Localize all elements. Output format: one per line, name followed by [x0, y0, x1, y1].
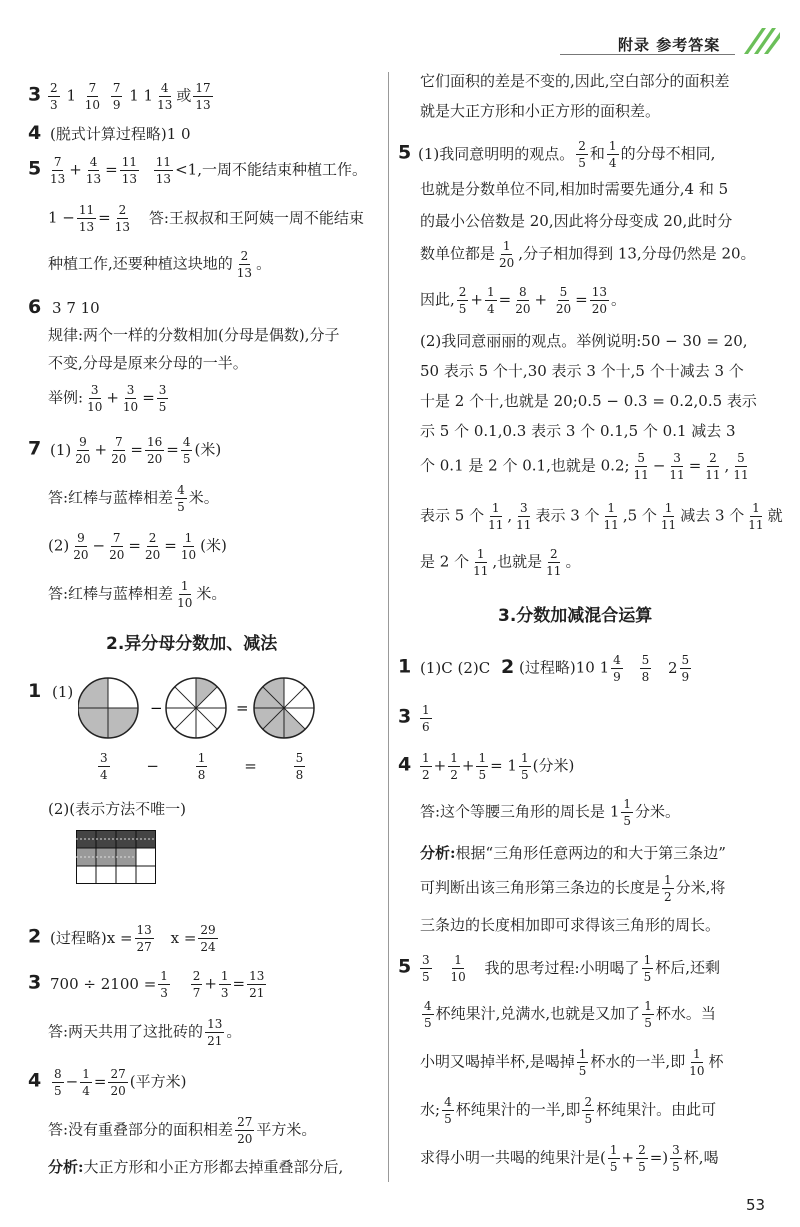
right-q5-l1: 5 (1)我同意明明的观点。 $\frac{2}{5}$ 和 $\frac{1}{4}$ 的分母不相同,: [398, 139, 716, 170]
right-s3q4-an1: 分析:根据“三角形任意两边的和大于第三条边”: [420, 844, 726, 862]
question-number: 3: [398, 705, 412, 728]
right-s3q4: 4 $\frac{1}{2}$ + $\frac{1}{2}$ + $\frac{1}{5}$ = 1 $\frac{1}{5}$ (分米): [398, 751, 575, 782]
right-q5-l4: 数单位都是 $\frac{1}{20}$ ,分子相加得到 13,分母仍然是 20。: [420, 239, 756, 270]
right-s3q5-l5: 求得小明一共喝的纯果汁是( $\frac{1}{5}$ + $\frac{2}{5}$ =) $\frac{3}{5}$ 杯,喝: [420, 1143, 719, 1174]
question-number: 6: [28, 296, 42, 318]
left-q5-line1: 5 $\frac{7}{13}$ + $\frac{4}{13}$ = $\frac{11}{13}$ $\frac{11}{13}$ <1,一周不能结束种植工作。: [28, 155, 367, 186]
question-number: 3: [28, 83, 42, 106]
question-number: 3: [28, 971, 42, 994]
question-number: 4: [398, 753, 412, 776]
left-q6-rule2: 不变,分母是原来分母的一半。: [48, 354, 248, 372]
svg-text:=: =: [236, 699, 249, 717]
fraction: $\frac{7}{9}$: [112, 81, 121, 112]
right-q5-l5: 因此, $\frac{2}{5}$ + $\frac{1}{4}$ = $\frac{8}{20}$ + $\frac{5}{20}$ = $\frac{13}{20}$ 。: [420, 285, 627, 316]
right-q5-l2: 也就是分数单位不同,相加时需要先通分,4 和 5: [420, 180, 729, 198]
fraction: $\frac{7}{10}$: [84, 81, 101, 112]
right-s3q5-l2: $\frac{4}{5}$ 杯纯果汁,兑满水,也就是又加了 $\frac{1}{5}$ 杯水。当: [424, 999, 716, 1030]
left-q5-line3: 种植工作,还要种植这块地的 $\frac{2}{13}$ 。: [48, 249, 272, 280]
question-number: 7: [28, 437, 42, 460]
right-s3q3: 3 $\frac{1}{6}$: [398, 703, 430, 734]
right-q5-l7: 50 表示 5 个十,30 表示 3 个十,5 个十减去 3 个: [420, 362, 744, 380]
right-s3q5-l4: 水; $\frac{4}{5}$ 杯纯果汁的一半,即 $\frac{2}{5}$ 杯纯果汁。由此可: [420, 1095, 717, 1126]
question-number: 5: [398, 141, 412, 164]
right-q5-l9: 示 5 个 0.1,0.3 表示 3 个 0.1,5 个 0.1 减去 3: [420, 422, 736, 440]
question-number: 4: [28, 1069, 42, 1092]
right-q5-l10: 个 0.1 是 2 个 0.1,也就是 0.2; $\frac{5}{11}$ − $\frac{3}{11}$ = $\frac{2}{11}$ , $\frac{5}{11}$: [420, 451, 749, 482]
question-number: 5: [398, 955, 412, 978]
left-q3: 3 $\frac{2}{3}$ 1 $\frac{7}{10}$ $\frac{7}{9}$ 1 1 $\frac{4}{13}$ 或 $\frac{17}{13}$: [28, 81, 211, 112]
fraction: $\frac{17}{13}$: [195, 81, 211, 112]
section-title-2: 2.异分母分数加、减法: [106, 634, 278, 654]
circle-one-eighth: [166, 678, 226, 738]
right-q5-l12: 是 2 个 $\frac{1}{11}$ ,也就是 $\frac{2}{11}$ 。: [420, 547, 581, 578]
question-number: 1: [398, 655, 412, 678]
right-s3q4-an2: 可判断出该三角形第三条边的长度是 $\frac{1}{2}$ 分米,将: [420, 873, 726, 904]
fraction: $\frac{4}{13}$: [157, 81, 173, 112]
question-number: 2: [501, 655, 515, 678]
left-s2q4: 4 $\frac{8}{5}$ − $\frac{1}{4}$ = $\frac{27}{20}$ (平方米): [28, 1067, 187, 1098]
left-q5-line2: 1 − $\frac{11}{13}$ = $\frac{2}{13}$ 答:王叔叔和王阿姨一周不能结束: [48, 203, 364, 234]
left-q7-b: (2) $\frac{9}{20}$ − $\frac{7}{20}$ = $\frac{2}{20}$ = $\frac{1}{10}$ (米): [48, 531, 227, 562]
right-q5-l6: (2)我同意丽丽的观点。举例说明:50 − 30 = 20,: [420, 332, 748, 350]
circle-three-quarters: [78, 678, 138, 738]
right-cont1: 它们面积的差是不变的,因此,空白部分的面积差: [420, 72, 730, 90]
right-s3q4-ans: 答:这个等腰三角形的周长是 1 $\frac{1}{5}$ 分米。: [420, 797, 681, 828]
left-q4: 4 (脱式计算过程略)1 0: [28, 122, 191, 144]
right-cont2: 就是大正方形和小正方形的面积差。: [420, 102, 661, 120]
fraction-labels-row: $\frac{3}{4}$ − $\frac{1}{8}$ = $\frac{5}{8}$: [100, 751, 304, 782]
question-number: 1: [28, 680, 42, 702]
left-s2q3: 3 700 ÷ 2100 = $\frac{1}{3}$ $\frac{2}{7}$ + $\frac{1}{3}$ = $\frac{13}{21}$: [28, 969, 265, 1000]
question-number: 2: [28, 925, 42, 948]
grid-fraction-diagram: [76, 830, 156, 884]
section-title-3: 3.分数加减混合运算: [498, 606, 653, 626]
right-q5-l8: 十是 2 个十,也就是 20;0.5 − 0.3 = 0.2,0.5 表示: [420, 392, 757, 410]
right-s3q4-an3: 三条边的长度相加即可求得该三角形的周长。: [420, 916, 721, 934]
circle-five-eighths: [254, 678, 314, 738]
right-s3q1-2: 1 (1)C (2)C 2 (过程略)10 1 $\frac{4}{9}$ $\frac{5}{8}$ 2 $\frac{5}{9}$: [398, 653, 690, 684]
right-q5-l11: 表示 5 个 $\frac{1}{11}$ , $\frac{3}{11}$ 表示 3 个 $\frac{1}{11}$ ,5 个 $\frac{1}{11}$ 减去 3 个 $\frac{1}{11}$ 就: [420, 501, 783, 532]
fraction: $\frac{2}{3}$: [50, 81, 58, 112]
svg-text:−: −: [150, 699, 163, 717]
question-number: 5: [28, 157, 42, 180]
left-s2q3-ans: 答:两天共用了这批砖的 $\frac{13}{21}$ 。: [48, 1017, 242, 1048]
left-s2q1: 1 (1): [28, 680, 74, 702]
header-title: 附录 参考答案: [618, 36, 721, 54]
column-divider: [388, 72, 389, 1182]
left-q6-rule1: 规律:两个一样的分数相加(分母是偶数),分子: [48, 326, 340, 344]
question-number: 4: [28, 122, 42, 144]
left-s2q4-ans: 答:没有重叠部分的面积相差 $\frac{27}{20}$ 平方米。: [48, 1115, 317, 1146]
left-q6-example: 举例: $\frac{3}{10}$ + $\frac{3}{10}$ = $\frac{3}{5}$: [48, 383, 167, 414]
header-logo-icon: [740, 24, 784, 58]
right-s3q5-l3: 小明又喝掉半杯,是喝掉 $\frac{1}{5}$ 杯水的一半,即 $\frac{1}{10}$ 杯: [420, 1047, 724, 1078]
page-number: 53: [746, 1196, 766, 1214]
left-q7-a: 7 (1) $\frac{9}{20}$ + $\frac{7}{20}$ = $\frac{16}{20}$ = $\frac{4}{5}$ (米): [28, 435, 222, 466]
left-q6: 6 3 7 10: [28, 296, 100, 318]
left-s2q1-p2: (2)(表示方法不唯一): [48, 800, 186, 818]
fraction-circles-diagram: [78, 672, 318, 744]
left-s2q4-analysis: 分析:大正方形和小正方形都去掉重叠部分后,: [48, 1158, 344, 1176]
header-rule: [560, 54, 735, 55]
left-s2q2: 2 (过程略)x = $\frac{13}{27}$ x = $\frac{29}{24}$: [28, 923, 216, 954]
right-s3q5-l1: 5 $\frac{3}{5}$ $\frac{1}{10}$ 我的思考过程:小明喝了 $\frac{1}{5}$ 杯后,还剩: [398, 953, 720, 984]
left-q7-ans2: 答:红棒与蓝棒相差 $\frac{1}{10}$ 米。: [48, 579, 227, 610]
left-q7-ans1: 答:红棒与蓝棒相差 $\frac{4}{5}$ 米。: [48, 483, 219, 514]
right-q5-l3: 的最小公倍数是 20,因此将分母变成 20,此时分: [420, 212, 733, 230]
